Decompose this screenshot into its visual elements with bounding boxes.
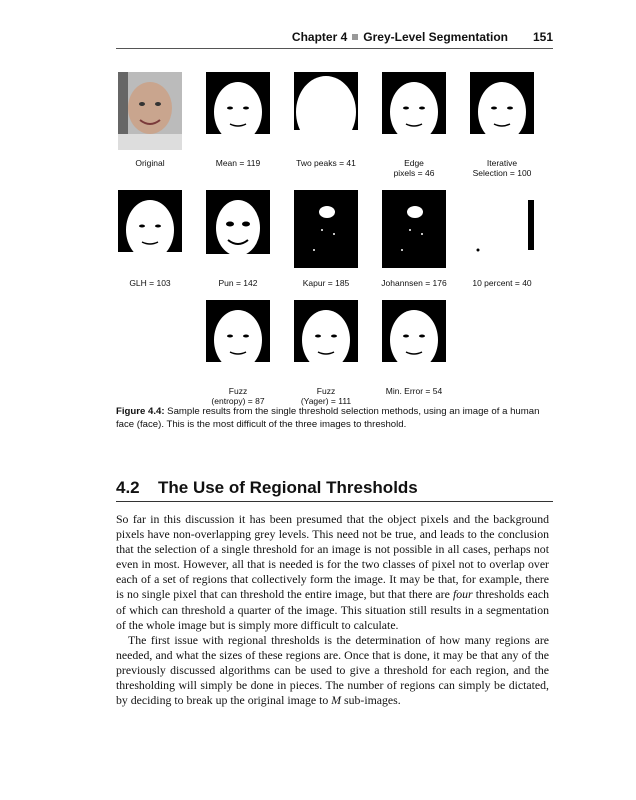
page-number: 151 (532, 30, 553, 44)
section-heading (116, 478, 553, 502)
caption-two-peaks: Two peaks = 41 (296, 158, 356, 168)
paragraph-1: So far in this discussion it has been presumed that the object pixels and the background pixels have non-overlapping grey levels. This need not be true, and leads to the conclusion that the selection of a single threshold for an image is not possible in all cases, perhaps not even in most. However, all that is needed is for the two classes of pixel not to overlap over each of a set of regions that collectively form the image. It may be that, for example, there is no single pixel that can threshold the entire image, but that there are four thresholds each of which can threshold a quarter of the image. This situation still results in a segmentation of the whole image but is simply more difficult to calculate. (116, 512, 549, 632)
caption-fuzz-yager: Fuzz (Yager) = 111 (300, 386, 352, 406)
caption-original: Original (135, 158, 165, 168)
body-text (116, 512, 549, 708)
image-pun (206, 190, 270, 268)
image-johannsen (382, 190, 446, 268)
caption-mean: Mean = 119 (215, 158, 261, 168)
running-head-chapter: Chapter 4 Grey-Level Segmentation (291, 30, 508, 44)
image-iterative-selection (470, 72, 534, 150)
image-edge-pixels (382, 72, 446, 150)
caption-fuzz-entropy: Fuzz (entropy) = 87 (211, 386, 265, 406)
section-title: The Use of Regional Thresholds (158, 478, 418, 497)
figure-caption (116, 405, 556, 431)
image-kapur (294, 190, 358, 268)
caption-johannsen: Johannsen = 176 (381, 278, 447, 288)
image-glh (118, 190, 182, 268)
image-mean (206, 72, 270, 150)
paragraph-2: The first issue with regional thresholds is the determination of how many regions are needed, and what the sizes of these regions are. Once that is done, it may be that any of the previously discussed algorithms can be used to give a threshold for each region, and the thresholding will simply be done in pieces. The number of regions can simply be dictated, by deciding to break up the original image to M sub-images. (116, 632, 549, 708)
square-bullet-icon (352, 34, 358, 40)
figure-caption-text: Sample results from the single threshold selection methods, using an image of a human face (face). This is the most difficult of the three images to threshold. (116, 406, 540, 430)
image-fuzz-yager (294, 300, 358, 378)
running-head (116, 28, 553, 49)
caption-pun: Pun = 142 (218, 278, 258, 288)
image-10-percent (470, 190, 534, 268)
section-number: 4.2 (116, 478, 140, 497)
caption-10-percent: 10 percent = 40 (472, 278, 532, 288)
image-fuzz-entropy (206, 300, 270, 378)
figure-label: Figure 4.4: (116, 406, 165, 417)
image-two-peaks (294, 72, 358, 150)
caption-edge-pixels: Edge pixels = 46 (393, 158, 435, 178)
caption-glh: GLH = 103 (129, 278, 171, 288)
caption-iterative: Iterative Selection = 100 (472, 158, 532, 178)
caption-kapur: Kapur = 185 (302, 278, 350, 288)
image-original (118, 72, 182, 150)
image-min-error (382, 300, 446, 378)
caption-min-error: Min. Error = 54 (385, 386, 443, 396)
